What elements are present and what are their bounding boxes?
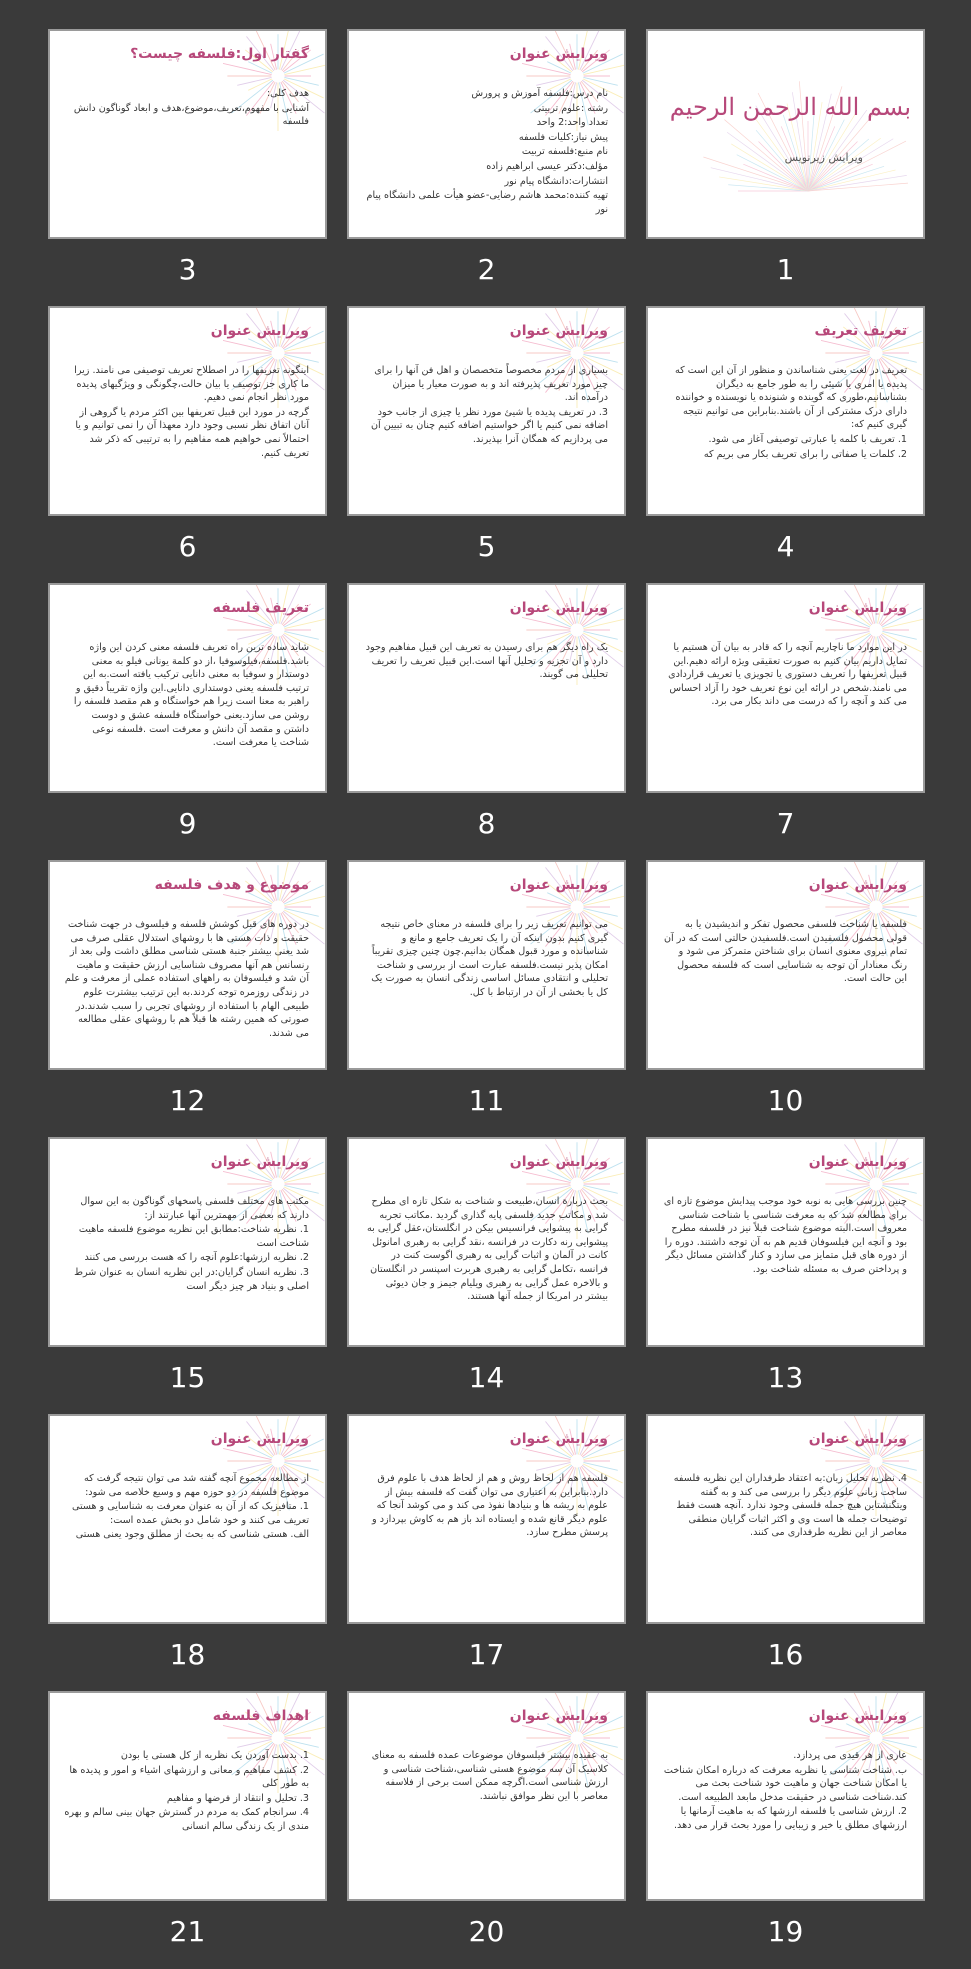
slide-thumbnail[interactable] [50, 1693, 325, 1899]
slide-number: 2 [477, 253, 496, 286]
slide-title: ویرایش عنوان [808, 600, 907, 616]
slide-title: تعریف فلسفه [212, 600, 309, 616]
slide-title: موضوع و هدف فلسفه [154, 877, 309, 893]
slide-number: 13 [767, 1361, 804, 1394]
fireworks-decoration [668, 41, 908, 221]
slide-body-line: بسیاری از مردم مخصوصاً متخصصان و اهل فن آنها را برای چیز مورد تعریف پذیرفته اند و به صورت معیار یا میزان درآمده اند. [374, 365, 608, 404]
slide-thumbnail-cell[interactable] [50, 1416, 325, 1692]
slide-number: 6 [178, 530, 197, 563]
slide-thumbnail-cell[interactable] [50, 1693, 325, 1969]
slide-thumbnail-cell[interactable] [648, 1693, 923, 1969]
slide-body-line: مکتب های مختلف فلسفی پاسخهای گوناگون به این سوال دارند که بعضی از مهمترین آنها عبارتند از: [80, 1196, 309, 1221]
slide-body-line: به عقیده بیشتر فیلسوفان موضوعات عمده فلسفه به معنای کلاسیک آن سه موضوع هستی شناسی،شناخت شناسی و ارزش شناسی است.اگرچه ممکن است برخی از فلاسفه معاصر با این نظر موافق نباشند. [371, 1750, 608, 1802]
slide-body [363, 1195, 608, 1304]
slide-body [662, 641, 907, 709]
slide-body-line: می توانیم تعریف زیر را برای فلسفه در معنای خاص نتیجه گیری کنیم بدون اینکه آن را یک تعریف جامع و مانع و شناسانده و مورد قبول همگان بدانیم.چون چنین چیزی تقریباً امکان پذیر نیست.فلسفه عبارت است از بررسی و شناخت تحلیلی و انتقادی مسائل اساسی زندگی انسان به صورت یک کل یا بخشی از آن در ارتباط با کل. [371, 919, 608, 998]
slide-body-line: 1. بدست آوردن یک نظریه از کل هستی یا بودن [120, 1750, 309, 1761]
slide-body-line: 2. ارزش شناسی یا فلسفه ارزشها که به ماهیت آرمانها یا ارزشهای مطلق یا خیر و زیبایی را مورد بحث قرار می دهد. [674, 1806, 907, 1831]
slide-body-line: آشنایی با مفهوم،تعریف،موضوع،هدف و ابعاد گوناگون دانش فلسفه [73, 102, 309, 128]
slide-body-line: چنین بررسی هایی به نوبه خود موجب پیدایش موضوع تازه ای برای مطالعه شد که به معرفت شناسی یا شناخت شناسی معروف است.البته موضوع شناخت قبلاً نیز در فلسفه مطرح بود و آنچه این فیلسوفان قدیم هم به آن توجه داشتند. دوره را از دوره های قبل متمایز می سازد و کنار گذاشتن مسائل دیگر و پرداختن صرف به مسئله شناخت بود. [663, 1196, 907, 1275]
slide-body-line: یک راه دیگر هم برای رسیدن به تعریف این قبیل مفاهیم وجود دارد و آن تجزیه و تحلیل آنها است.این قبیل تعریف را تعریف تحلیلی می گویند. [365, 642, 608, 681]
slide-body [64, 1472, 309, 1542]
slide-title: ویرایش عنوان [210, 1154, 309, 1170]
slide-thumbnail-cell[interactable] [50, 585, 325, 861]
slide-body [64, 87, 309, 129]
slide-body-line: تعریف در لغت یعنی شناساندن و منظور از آن این است که پدیده یا امری یا شیئی را به طور جامع به دیگران بشناسانیم،طوری که گوینده و شنونده یا نویسنده و خواننده دارای درک مشترکی از آن باشند.بنابراین می توانیم نتیجه گیری کنیم که: [675, 365, 907, 431]
slide-number: 3 [178, 253, 197, 286]
slide-title: ویرایش عنوان [808, 877, 907, 893]
slide-thumbnail-cell[interactable] [648, 31, 923, 307]
slide-body [662, 918, 907, 986]
slide-body-line: انتشارات:دانشگاه پیام نور [504, 175, 608, 187]
slide-body-line: در دوره های قبل کوشش فلسفه و فیلسوف در جهت شناخت حقیقت و ذات هستی ها با روشهای استدلال عقلی صرف می شد یعنی بیشتر جنبة هستی شناسی مطلق داشت ولی بعد از رنسانس هم آنها مصروف شناسایی ارزش حقیقت و ماهیت آن شد و فیلسوفان به راههای استفاده عملی از معرفت و علم در زندگی روزمره توجه کردند.به این ترتیب بیشترت علوم طبیعی الهام با استفاده از روشهای تجربی را سبب شدند.در صورتی که همین رشته ها قبلاً هم با روشهای عقلی مطالعه می شدند. [64, 919, 309, 1039]
slide-thumbnail-cell[interactable] [349, 308, 624, 584]
slide-title: ویرایش عنوان [210, 1431, 309, 1447]
slide-thumbnail-cell[interactable] [648, 1416, 923, 1692]
slide-number: 16 [767, 1638, 804, 1671]
slide-title: ویرایش عنوان [509, 600, 608, 616]
slide-title: ویرایش عنوان [808, 1431, 907, 1447]
slide-title: ویرایش عنوان [509, 877, 608, 893]
slide-number: 9 [178, 807, 197, 840]
slide-number: 5 [477, 530, 496, 563]
slide-thumbnail[interactable] [349, 1139, 624, 1345]
slide-thumbnail[interactable] [648, 1416, 923, 1622]
slide-number: 17 [468, 1638, 505, 1671]
slide-body [363, 1749, 608, 1803]
slide-body [662, 364, 907, 461]
slide-title: ویرایش عنوان [509, 1154, 608, 1170]
slide-thumbnail-cell[interactable] [349, 1693, 624, 1969]
slide-body-line: بحث دربارة انسان،طبیعت و شناخت به شکل تازه ای مطرح شد و مکاتب جدید فلسفی پایه گذاری گردید .مکاتب تجربه گرایی به پیشوایی فرانسیس بیکن در انگلستان،عقل گرایی به پیشوایی رنه دکارت در فرانسه ،نقد گرایی به رهبری امانوئل کانت در آلمان و اثبات گرایی به رهبری اگوست کنت در فرانسه ،تکامل گرایی به رهبری هربرت اسپنسر در انگلستان و بالاخره عمل گرایی به رهبری ویلیام جیمز و جان دیوئی بیشتر در امریکا از جمله آنها هستند. [367, 1196, 608, 1303]
slide-body [64, 1749, 309, 1834]
slide-number: 12 [169, 1084, 206, 1117]
slide-body-line: 3. نظریه انسان گرایان:در این نظریه انسان به عنوان شرط اصلی و بنیاد هر چیز دیگر است [74, 1266, 309, 1292]
slide-thumbnail[interactable] [648, 31, 923, 237]
slide-body-line: هدف کلی: [266, 88, 309, 99]
slide-body-line: تعداد واحد:2 واحد [536, 117, 608, 129]
slide-body-line: عاری از هر قیدی می پردازد. [793, 1750, 907, 1761]
slide-number: 14 [468, 1361, 505, 1394]
slide-body [662, 1749, 907, 1833]
slide-thumbnail[interactable] [50, 31, 325, 237]
slide-body-line: گرچه در مورد این قبیل تعریفها بین اکثر مردم یا گروهی از آنان اتفاق نظر نسبی وجود دارد معهذا آن را نمی توانیم و یا احتمالاً نمی خواهیم همه مفاهیم را به ترتیبی که ذکر شد تعریف کنیم. [75, 406, 309, 459]
slide-title: ویرایش عنوان [509, 46, 608, 62]
slide-body-line: 2. نظریه ارزشها:علوم آنچه را که هست بررسی می کنند [84, 1252, 309, 1264]
slide-body-line: در این موارد ما ناچاریم آنچه را که قادر به بیان آن هستیم یا تمایل داریم بیان کنیم به صورت تعقیقی ویژه ارائه دهیم.این قبیل تعریفها را تعریف دستوری یا تجویزی یا تعریف قراردادی می نامند.شخص در ارائه این نوع تعریف خود را آزاد احساس می کند و آنچه را که درست می داند بکار می برد. [668, 642, 907, 708]
slide-title: تعریف تعریف [814, 323, 907, 339]
slide-body-line: 4. سرانجام کمک به مردم در گسترش جهان بینی سالم و بهره مندی از یک زندگی سالم انسانی [64, 1807, 309, 1832]
slide-body-line: الف. هستی شناسی که به بحث از مطلق وجود یعنی هستی [75, 1529, 309, 1541]
slide-thumbnail[interactable] [648, 585, 923, 791]
slide-body [363, 641, 608, 682]
slide-thumbnail[interactable] [349, 1693, 624, 1899]
slide-body-line: 2. کلمات یا صفاتی را برای تعریف بکار می بریم که [703, 448, 907, 460]
slide-thumbnail-cell[interactable] [648, 1139, 923, 1415]
slide-body-line: مؤلف:دکتر عیسی ابراهیم زاده [486, 160, 608, 172]
slide-body-line: ب. شناخت شناسی یا نظریه معرفت که درباره امکان شناخت یا امکان شناخت جهان و ماهیت خود شناخت بحث می کند.شناخت شناسی در حقیقت مدخل مابعد الطبیعه است. [663, 1764, 907, 1803]
slide-thumbnail-cell[interactable] [50, 862, 325, 1138]
slide-body-line: 2. کشف مفاهیم و معانی و ارزشهای اشیاء و امور و پدیده ها به طور کلی [69, 1764, 309, 1790]
slide-thumbnail-cell[interactable] [648, 308, 923, 584]
slide-thumbnail-cell[interactable] [349, 31, 624, 307]
slide-title: اهداف فلسفه [212, 1708, 309, 1724]
slide-thumbnail[interactable] [648, 1693, 923, 1899]
slide-body-line: 3. در تعریف پدیده یا شیئ مورد نظر یا چیزی از جانب خود اضافه نمی کنیم یا اگر خواستیم اضافه کنیم چنان به تبیین آن می پردازیم که همگان آنرا بپذیرند. [370, 406, 608, 445]
slide-thumbnail-cell[interactable] [50, 1139, 325, 1415]
slide-body-line: فلسفه هم از لحاظ روش و هم از لحاظ هدف با علوم فرق دارد.بنابراین به اعتباری می توان گفت که فلسفه بیش از علوم به ریشه ها و بنیادها نفوذ می کند و می کوشد آنجا که علوم دیگر قانع شده و ایستاده اند باز هم به کاوش بپردازد و پرسش مطرح سازد. [372, 1473, 608, 1539]
slide-body-line: 1. تعریف با کلمه یا عبارتی توصیفی آغاز می شود. [708, 433, 907, 445]
slide-number: 4 [776, 530, 795, 563]
slide-body-line: 3. تحلیل و انتقاد از فرضها و مفاهیم [166, 1792, 309, 1804]
slide-thumbnail[interactable] [648, 308, 923, 514]
slide-body-line: 1. متافیزیک که از آن به عنوان معرفت به شناسایی و هستی تعریف می کنند و خود شامل دو بخش عمده است: [71, 1501, 309, 1526]
slide-body-line: رشته :علوم تربیتی [533, 102, 608, 114]
slide-body-line: تهیه کننده:محمد هاشم رضایی-عضو هیأت علمی دانشگاه پیام نور [366, 190, 608, 215]
slide-body [662, 1472, 907, 1540]
slide-body [363, 364, 608, 447]
slide-number: 19 [767, 1915, 804, 1948]
slide-thumbnail[interactable] [349, 1416, 624, 1622]
slide-thumbnail-cell[interactable] [648, 585, 923, 861]
slide-thumbnail-cell[interactable] [349, 1416, 624, 1692]
slide-thumbnail[interactable] [349, 308, 624, 514]
slide-title: ویرایش عنوان [210, 323, 309, 339]
slide-number: 15 [169, 1361, 206, 1394]
slide-subtitle: ویرایش زیرنویس [784, 151, 863, 164]
slide-thumbnail-cell[interactable] [648, 862, 923, 1138]
slide-thumbnail[interactable] [50, 585, 325, 791]
slide-thumbnail-cell[interactable] [349, 1139, 624, 1415]
slide-number: 10 [767, 1084, 804, 1117]
slide-body [662, 1195, 907, 1277]
slide-thumbnail[interactable] [648, 1139, 923, 1345]
slide-body-line: از مطالعه مجموع آنچه گفته شد می توان نتیجه گرفت که موضوع فلسفه در دو حوزه مهم و وسیع خلاصه می شود: [83, 1473, 309, 1498]
slide-body [64, 1195, 309, 1293]
slide-thumbnail-cell[interactable] [349, 585, 624, 861]
slide-thumbnail[interactable] [648, 862, 923, 1068]
slide-number: 18 [169, 1638, 206, 1671]
slide-body [64, 918, 309, 1040]
slide-thumbnail[interactable] [50, 1139, 325, 1345]
slide-title: ویرایش عنوان [509, 1708, 608, 1724]
slide-title: بسم الله الرحمن الرحیم [669, 93, 911, 121]
slide-body [363, 87, 608, 216]
slide-body-line: شاید ساده ترین راه تعریف فلسفه معنی کردن این واژه باشد.فلسفه،فیلوسوفیا ،از دو کلمة یونانی فیلو به معنی دوستدار و سوفیا به معنی دانایی ترکیب یافته است.به این ترتیب فلسفه یعنی دوستداری دانایی.این واژه تقریباً دقیق و راهبر به معنا است زیرا هم خواستگاه و هم مقصد فلسفه را روشن می سازد.یعنی خواستگاه فلسفه عشق و دوست داشتن و مقصد آن دانش و معرفت است .فلسفه نوعی شناخت یا معرفت است. [73, 642, 309, 749]
slide-thumbnail[interactable] [349, 585, 624, 791]
slide-thumbnail-cell[interactable] [50, 308, 325, 584]
slide-body [64, 364, 309, 460]
slide-number: 7 [776, 807, 795, 840]
slide-thumbnail[interactable] [349, 31, 624, 237]
slide-body-line: نام منبع:فلسفه تربیت [521, 146, 608, 158]
slide-title: ویرایش عنوان [808, 1154, 907, 1170]
slide-body-line: 4. نظریه تحلیل زبان:به اعتقاد طرفداران این نظریه فلسفه ساخت زبانی علوم دیگر را بررسی می کند و به گفته ویتگنشتاین هیچ جمله فلسفی وجود ندارد .آنچه هست فقط توضیحات جمله ها است وی و اکثر اثبات گرایان منطقی معاصر از این نظریه طرفداری می کنند. [673, 1473, 907, 1539]
slide-body [363, 1472, 608, 1540]
slide-number: 11 [468, 1084, 505, 1117]
slide-number: 21 [169, 1915, 206, 1948]
slide-title: گفتار اول:فلسفه چیست؟ [130, 46, 309, 62]
slide-title: ویرایش عنوان [808, 1708, 907, 1724]
slide-title: ویرایش عنوان [509, 1431, 608, 1447]
slide-body-line: اینگونه تعریفها را در اصطلاح تعریف توصیفی می نامند. زیرا ما کاری جز توصیف یا بیان حالت،چگونگی و ویژگیهای پدیده مورد نظر انجام نمی دهیم. [74, 365, 309, 404]
slide-body-line: فلسفه یا شناخت فلسفی محصول تفکر و اندیشیدن یا به قولی محصول فلسفیدن است.فلسفیدن حالتی است که در آن تمام نیروی معنوی انسان برای شناختن متمرکز می شود و رنگ معنادار آن توجه به شناسایی است که فلسفه محصول این حالت است. [663, 919, 907, 985]
slide-body-line: 1. نظریه شناخت:مطابق این نظریه موضوع فلسفه ماهیت شناخت است [78, 1224, 309, 1249]
slide-number: 20 [468, 1915, 505, 1948]
slide-body [64, 641, 309, 750]
slide-thumbnail[interactable] [50, 308, 325, 514]
slide-thumbnail[interactable] [349, 862, 624, 1068]
slide-body-line: پیش نیاز:کلیات فلسفه [518, 131, 608, 143]
slide-title: ویرایش عنوان [509, 323, 608, 339]
slide-number: 8 [477, 807, 496, 840]
slide-thumbnail[interactable] [50, 862, 325, 1068]
slide-body-line: نام درس:فلسفه آموزش و پرورش [471, 88, 608, 99]
slide-thumbnail-cell[interactable] [349, 862, 624, 1138]
slide-body [363, 918, 608, 1000]
slide-thumbnail[interactable] [50, 1416, 325, 1622]
slide-thumbnail-cell[interactable] [50, 31, 325, 307]
slide-number: 1 [776, 253, 795, 286]
